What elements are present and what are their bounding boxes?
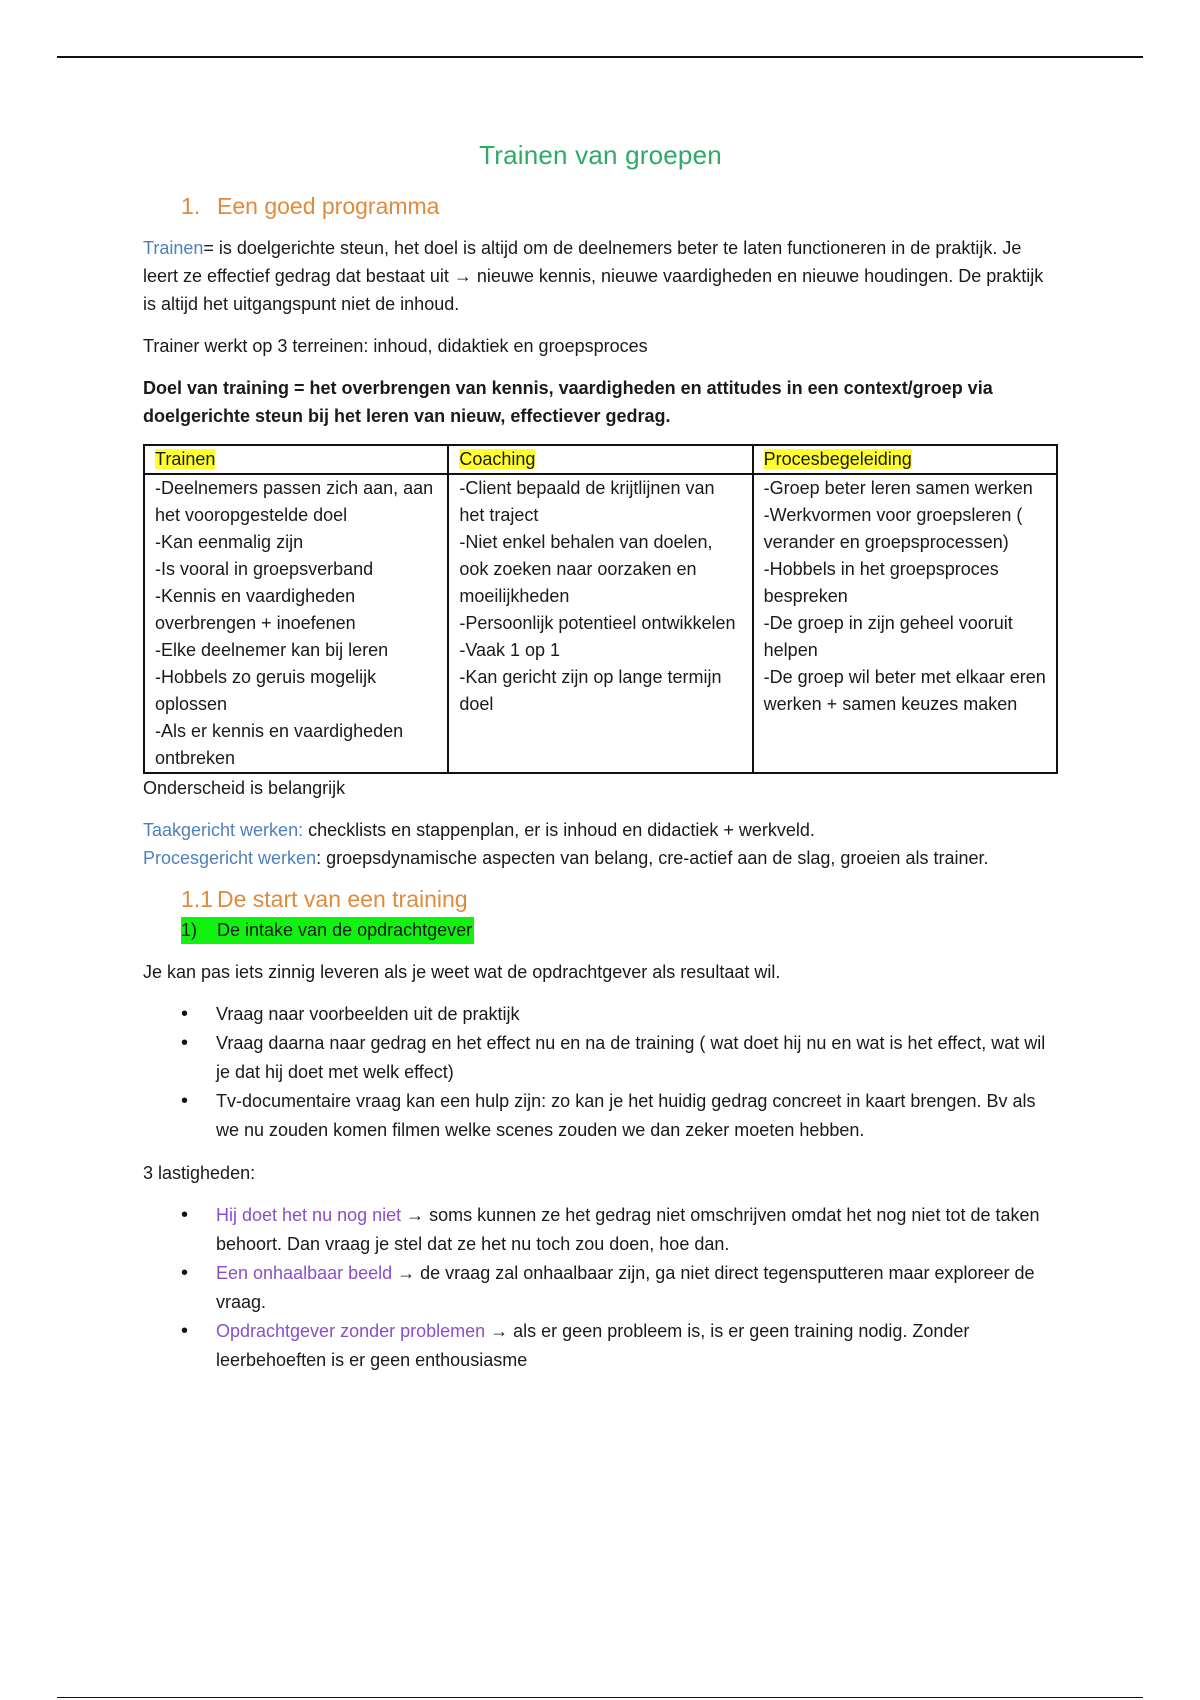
table-line: -Deelnemers passen zich aan, aan het vooropgestelde doel (155, 478, 434, 525)
task-term: Taakgericht werken: (143, 820, 304, 840)
process-text: : groepsdynamische aspecten van belang, cre-actief aan de slag, groeien als trainer. (316, 848, 989, 868)
terrains-paragraph: Trainer werkt op 3 terreinen: inhoud, didaktiek en groepsproces (143, 336, 648, 356)
table-cell-coaching (448, 474, 752, 773)
intake-number: 1) (181, 920, 198, 940)
table-line: -Niet enkel behalen van doelen, ook zoeken naar oorzaken en moeilijkheden (459, 532, 713, 606)
table-header: Procesbegeleiding (753, 445, 1057, 474)
table-line: -Vaak 1 op 1 (459, 640, 561, 660)
table-line: -Is vooral in groepsverband (155, 559, 374, 579)
table-cell-procesbegeleiding (753, 474, 1057, 773)
table-line: -Groep beter leren samen werken (763, 478, 1033, 498)
goal-paragraph: Doel van training = het overbrengen van kennis, vaardigheden en attitudes in een context/groep via doelgerichte steun bij het leren van nieuw, effectiever gedrag. (143, 378, 993, 426)
table-line: -Werkvormen voor groepsleren ( verander en groepsprocessen) (763, 505, 1023, 552)
table-line: -Kan gericht zijn op lange termijn doel (459, 667, 722, 714)
work-modes-paragraph (143, 816, 1058, 872)
table-line: -Elke deelnemer kan bij leren (155, 640, 389, 660)
task-text: checklists en stappenplan, er is inhoud en didactiek + werkveld. (303, 820, 815, 840)
table-line: -Kan eenmalig zijn (155, 532, 304, 552)
table-line: -Als er kennis en vaardigheden ontbreken (155, 721, 404, 768)
intake-heading (181, 917, 474, 944)
section-number: 1. (181, 193, 201, 219)
table-header: Coaching (448, 445, 752, 474)
list-item (143, 1259, 1058, 1317)
difficulty-term: Een onhaalbaar beeld (216, 1263, 393, 1283)
section-heading (181, 193, 1058, 220)
bottom-rule (57, 1697, 1143, 1698)
difficulties-label: 3 lastigheden: (143, 1163, 256, 1183)
intro-paragraph (143, 234, 1058, 318)
table-line: -Hobbels in het groepsproces bespreken (763, 559, 999, 606)
top-rule (57, 56, 1143, 58)
list-item (143, 1317, 1058, 1375)
intro-term: Trainen (143, 238, 204, 258)
table-cell-trainen (144, 474, 448, 773)
list-item (143, 1201, 1058, 1259)
difficulties-list (143, 1201, 1058, 1375)
table-line: -De groep wil beter met elkaar eren werken + samen keuzes maken (763, 667, 1046, 714)
intro-text: = is doelgerichte steun, het doel is altijd om de deelnemers beter te laten functioneren in de praktijk. Je leert ze effectief gedrag dat bestaat uit → nieuwe kennis, nieuwe vaardigheden en nieuwe houdingen. De praktijk is altijd het uitgangspunt niet de inhoud. (143, 238, 1044, 314)
difficulty-term: Hij doet het nu nog niet (216, 1205, 402, 1225)
process-term: Procesgericht werken (143, 848, 317, 868)
table-caption: Onderscheid is belangrijk (143, 778, 346, 798)
subsection-heading (181, 886, 1058, 913)
list-item: • Vraag naar voorbeelden uit de praktijk (143, 1000, 1058, 1029)
table-line: -Kennis en vaardigheden overbrengen + inoefenen (155, 586, 356, 633)
intake-bullet-list (143, 1000, 1058, 1145)
subsection-number: 1.1 (181, 886, 213, 912)
table-header: Trainen (144, 445, 448, 474)
intake-paragraph: Je kan pas iets zinnig leveren als je weet wat de opdrachtgever als resultaat wil. (143, 962, 781, 982)
difficulty-text: → als er geen probleem is, is er geen training nodig. Zonder leerbehoeften is er geen enthousiasme (216, 1321, 970, 1370)
table-line: -Persoonlijk potentieel ontwikkelen (459, 613, 736, 633)
list-item: • Tv-documentaire vraag kan een hulp zijn: zo kan je het huidig gedrag concreet in kaart brengen. Bv als we nu zouden komen filmen welke scenes zouden we dan zeker moeten hebben. (143, 1087, 1058, 1145)
page-title: Trainen van groepen (479, 140, 722, 170)
difficulty-text: → soms kunnen ze het gedrag niet omschrijven omdat het nog niet tot de taken behoort. Dan vraag je stel dat ze het nu toch zou doen, hoe dan. (216, 1205, 1040, 1254)
difficulty-term: Opdrachtgever zonder problemen (216, 1321, 486, 1341)
difficulty-text: → de vraag zal onhaalbaar zijn, ga niet direct tegensputteren maar exploreer de vraag. (216, 1263, 1035, 1312)
table-line: -De groep in zijn geheel vooruit helpen (763, 613, 1013, 660)
list-item: • Vraag daarna naar gedrag en het effect nu en na de training ( wat doet hij nu en wat is het effect, wat wil je dat hij doet met welk effect) (143, 1029, 1058, 1087)
section-title: Een goed programma (217, 193, 440, 219)
intake-title: De intake van de opdrachtgever (217, 920, 473, 940)
comparison-table (143, 444, 1058, 774)
table-line: -Hobbels zo geruis mogelijk oplossen (155, 667, 377, 714)
document-page (143, 140, 1058, 1389)
table-line: -Client bepaald de krijtlijnen van het traject (459, 478, 715, 525)
subsection-title: De start van een training (217, 886, 468, 912)
